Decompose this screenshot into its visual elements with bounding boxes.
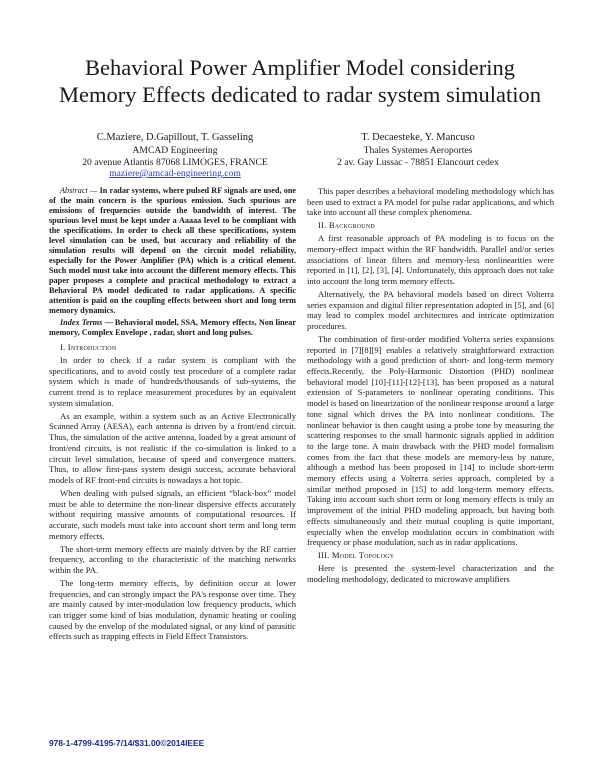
section-title: Introduction <box>67 342 117 353</box>
author-block-right <box>300 131 536 168</box>
section-title: Model Topology <box>331 550 395 561</box>
paragraph: When dealing with pulsed signals, an efficient “black-box” model must be able to determine the non-linear dispersive effects accurately without requiring massive amounts of computational resources. If accurate, such models must take into account short term and long term memory effects. <box>49 487 296 541</box>
abstract-dash: — <box>90 186 98 195</box>
paragraph: The combination of first-order modified Volterra series expansions reported in [7][8][9] enables a relatively straightforward extraction methodology with a good prediction of short- and long-term memory effects.Recently, the Poly-Harmonic Distortion (PHD) nonlinear behavioral model [10]-[11]-[12]-[13], has been proposed as a natural extension of S-parameters to nonlinear operating conditions. This model is based on linearization of the nonlinear response around a large tone signal which drives the PA into nonlinear conditions. The nonlinear behavior is then caught using a probe tone by measuring the scattering responses to the small harmonic signals applied in addition to the large tone. A main drawback with the PHD model formalism comes from the fact that these models are memory-less by nature, although a method has been proposed in [14] to include short-term memory effects using a Volterra series approach, completed by a similar method proposed in [15] to add long-term memory effects. Taking into account such short term or long memory effects is truly an improvement of the initial PHD modeling approach, but having both effects simultaneously and their mutual coupling is quite important, especially when the envelop modulation occurs in combination with frequency or phase modulation, such as in radar applications. <box>307 333 554 548</box>
title-line-2: Memory Effects dedicated to radar system simulation <box>59 82 541 107</box>
section-number: III. <box>318 550 330 561</box>
index-terms <box>49 318 296 338</box>
left-column <box>49 186 296 644</box>
section-heading-background <box>307 220 554 231</box>
section-heading-introduction <box>49 342 296 353</box>
copyright-footer: 978-1-4799-4195-7/14/$31.00©2014IEEE <box>49 738 205 748</box>
paragraph: As an example, within a system such as an Active Electronically Scanned Array (AESA), each antenna is driven by a front/end circuit. Thus, the simulation of the active antenna, loaded by a great amount of front/end circuits, is not realistic if the co-simulation is linked to a circuit level simulation, because of speed and convergence matters. Thus, to allow first-pass system design success, accurate behavioral models of RF front-end circuits is nowadays a hot topic. <box>49 410 296 485</box>
author-names-left: C.Maziere, D.Gapillout, T. Gasseling <box>96 132 254 143</box>
author-affiliation-left: AMCAD Engineering <box>132 145 218 156</box>
author-affiliation-right: Thales Systemes Aeroportes <box>363 145 473 156</box>
author-email-link[interactable]: maziere@amcad-engineering.com <box>109 168 241 179</box>
section-number: II. <box>318 220 327 231</box>
paragraph: A first reasonable approach of PA modeling is to focus on the memory-effect impact within the RF bandwidth. Parallel and/or series associations of linear filters and memory-less nonlinearities were reported in [1], [2], [3], [4]. Unfortunately, this approach does not take into account the long term memory effects. <box>307 233 554 286</box>
abstract-text: In radar systems, where pulsed RF signals are used, one of the main concern is the spurious emission. Such spurious are emissions of frequencies outside the bandwidth of interest. The spurious level must be kept under a Aaaaa level to be compliant with the specifications. In order to check all these specifications, system level simulation can be used, but accuracy and reliability of the simulation results will depend on the circuit model reliability, especially for the Power Amplifier (PA) which is a critical element. Such model must take into account the different memory effects. This paper proposes a complete and practical methodology to extract a Behavioral PA model dedicated to radar applications. A specific attention is paid on the coupling effects between short and long term memory dynamics. <box>49 186 297 315</box>
author-block-left <box>50 131 300 180</box>
paragraph: The short-term memory effects are mainly driven by the RF carrier frequency, according to the characteristic of the matching networks within the PA. <box>49 543 296 575</box>
paragraph: Here is presented the system-level characterization and the modeling methodology, dedicated to microwave amplifiers <box>307 563 554 584</box>
paper-title <box>0 54 600 108</box>
abstract <box>49 186 296 316</box>
paragraph: This paper describes a behavioral modeling methodology which has been used to extract a PA model for pulse radar applications, and which take into account all these complex phenomena. <box>307 186 554 218</box>
section-number: I. <box>60 342 66 353</box>
abstract-label: Abstract <box>60 186 88 195</box>
index-terms-text: — Behavioral model, SSA, Memory effects, Non linear memory, Complex Envelope , radar, short and long pulses. <box>49 318 297 338</box>
author-address-left: 20 avenue Atlantis 87068 LIMOGES, FRANCE <box>82 156 268 168</box>
author-address-right: 2 av. Gay Lussac - 78851 Elancourt cedex <box>337 156 499 168</box>
title-line-1: Behavioral Power Amplifier Model considering <box>85 55 515 80</box>
paragraph: Alternatively, the PA behavioral models based on direct Volterra series expansion and digital filter representation adopted in [5], and [6] may lead to complex model architectures and intricate optimization procedures. <box>307 288 554 331</box>
section-title: Background <box>328 220 375 231</box>
right-column <box>307 186 554 587</box>
section-heading-model-topology <box>307 550 554 561</box>
author-names-right: T. Decaesteke, Y. Mancuso <box>361 132 475 143</box>
paragraph: The long-term memory effects, by definition occur at lower frequencies, and can strongly impact the PA's response over time. They are mainly caused by inter-modulation low frequency products, which can trigger some kind of bias modulation, dynamic heating or cooling caused by the envelop of the modulated signal, or any kind of parasitic effects such as trapping effects in Field Effect Transistors. <box>49 577 296 642</box>
paragraph: In order to check if a radar system is compliant with the specifications, and to avoid costly test procedure of a complete radar system which is made of hundreds/thousands of sub-systems, the current trend is to replace measurement procedures by an equivalent system simulation. <box>49 355 296 408</box>
index-terms-label: Index Terms <box>60 318 103 328</box>
